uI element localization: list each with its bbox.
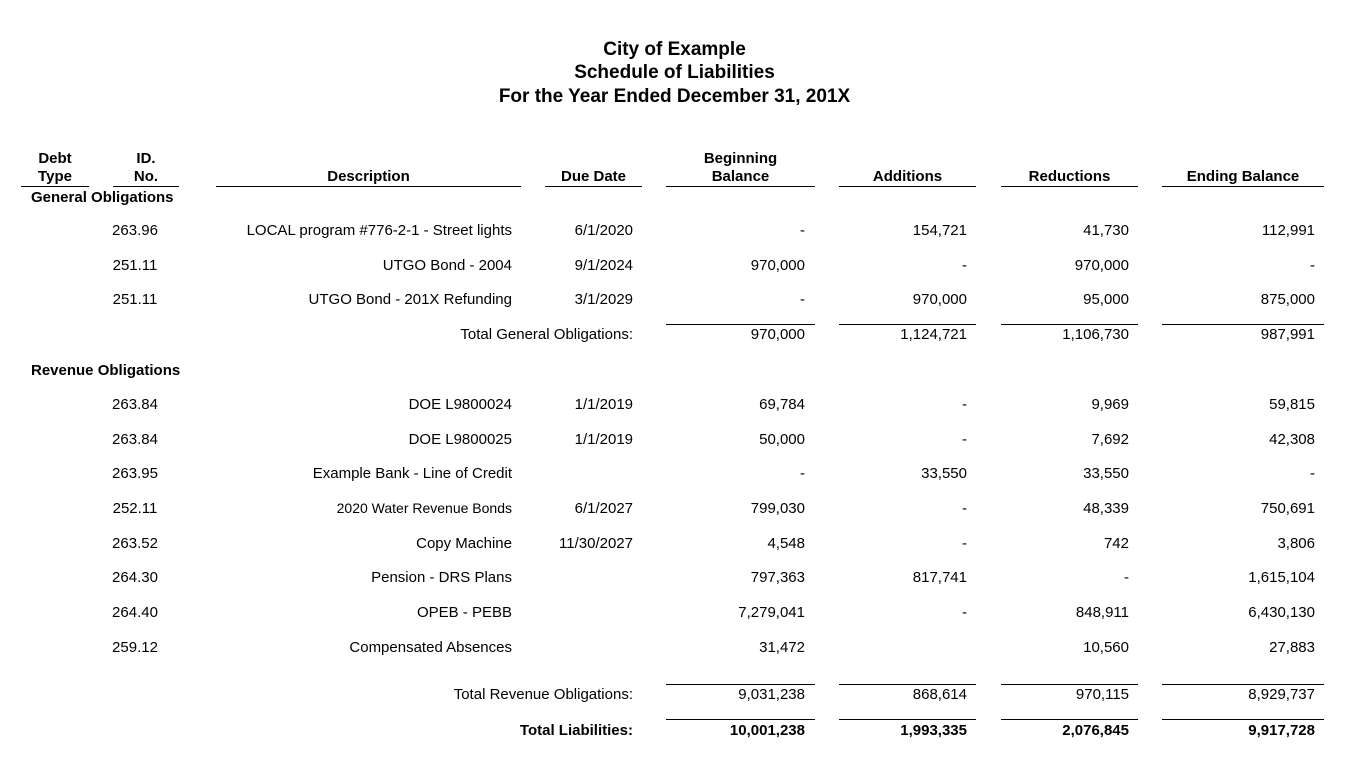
cell-beginning-balance: 970,000 [750,257,805,274]
cell-ending-balance: 6,430,130 [1248,604,1315,621]
cell-reductions: 95,000 [1083,291,1129,308]
col-header-beginning-balance [666,150,815,187]
cell-description: LOCAL program #776-2-1 - Street lights [246,222,512,239]
cell-id-no: 263.96 [112,222,158,239]
cell-reductions: 41,730 [1083,222,1129,239]
grand-total-rule [666,719,815,720]
cell-description: Copy Machine [416,535,512,552]
cell-due-date: 3/1/2029 [574,291,633,308]
cell-reductions: 7,692 [1091,431,1129,448]
cell-id-no: 263.95 [112,465,158,482]
cell-id-no: 251.11 [112,291,158,308]
total-revenue-label: Total Revenue Obligations: [453,686,633,703]
cell-description: Compensated Absences [349,639,512,656]
cell-reductions: 970,000 [1074,257,1129,274]
col-header-debt-type-line2: Type [38,168,72,185]
cell-description: DOE L9800024 [408,396,512,413]
subtotal-rule [1001,684,1138,685]
total-revenue-reductions: 970,115 [1075,686,1129,703]
cell-beginning-balance: - [800,291,805,308]
total-revenue-additions: 868,614 [912,686,967,703]
col-header-beginning-line2: Balance [711,168,770,185]
cell-description: UTGO Bond - 201X Refunding [308,291,512,308]
cell-ending-balance: 42,308 [1269,431,1315,448]
cell-beginning-balance: 797,363 [750,569,805,586]
grand-total-rule [1001,719,1138,720]
col-header-due-date: Due Date [545,168,642,187]
report-period: For the Year Ended December 31, 201X [498,86,851,107]
total-liabilities-label: Total Liabilities: [519,722,633,739]
cell-reductions: 48,339 [1083,500,1129,517]
cell-additions: - [962,257,967,274]
cell-reductions: - [1124,569,1129,586]
total-general-additions: 1,124,721 [900,326,967,343]
total-general-ending: 987,991 [1260,326,1315,343]
total-liabilities-reductions: 2,076,845 [1062,722,1129,739]
total-liabilities-ending: 9,917,728 [1248,722,1315,739]
cell-additions: - [962,431,967,448]
cell-ending-balance: 112,991 [1261,222,1315,239]
cell-beginning-balance: 50,000 [759,431,805,448]
cell-reductions: 9,969 [1091,396,1129,413]
cell-reductions: 10,560 [1083,639,1129,656]
cell-additions: - [962,535,967,552]
cell-additions: - [962,396,967,413]
cell-due-date: 9/1/2024 [574,257,633,274]
subtotal-rule [1162,324,1324,325]
cell-description: 2020 Water Revenue Bonds [336,500,512,516]
total-revenue-beginning: 9,031,238 [738,686,805,703]
cell-ending-balance: 1,615,104 [1248,569,1315,586]
cell-reductions: 742 [1103,535,1129,552]
cell-beginning-balance: - [800,222,805,239]
cell-ending-balance: 3,806 [1277,535,1315,552]
cell-ending-balance: 875,000 [1260,291,1315,308]
subtotal-rule [839,684,976,685]
col-header-debt-type [21,150,89,187]
cell-description: Example Bank - Line of Credit [312,465,512,482]
section-revenue-obligations: Revenue Obligations [31,362,181,379]
col-header-description: Description [216,168,521,187]
cell-beginning-balance: 799,030 [750,500,805,517]
cell-beginning-balance: 31,472 [759,639,805,656]
section-general-obligations: General Obligations [31,189,174,206]
col-header-additions: Additions [839,168,976,187]
cell-due-date: 1/1/2019 [574,396,633,413]
subtotal-rule [1001,324,1138,325]
cell-id-no: 263.84 [112,431,158,448]
cell-id-no: 264.40 [112,604,158,621]
cell-ending-balance: - [1310,465,1315,482]
cell-id-no: 259.12 [112,639,158,656]
grand-total-rule [839,719,976,720]
col-header-reductions: Reductions [1001,168,1138,187]
cell-description: UTGO Bond - 2004 [382,257,512,274]
cell-id-no: 251.11 [112,257,158,274]
cell-description: DOE L9800025 [408,431,512,448]
total-liabilities-additions: 1,993,335 [900,722,967,739]
cell-ending-balance: 59,815 [1269,396,1315,413]
cell-additions: 154,721 [912,222,967,239]
col-header-id-no-line1: ID. [136,150,156,167]
cell-description: OPEB - PEBB [416,604,512,621]
cell-beginning-balance: - [800,465,805,482]
cell-additions: - [962,604,967,621]
total-general-beginning: 970,000 [750,326,805,343]
cell-id-no: 264.30 [112,569,158,586]
grand-total-rule [1162,719,1324,720]
col-header-ending-balance: Ending Balance [1162,168,1324,187]
cell-beginning-balance: 4,548 [767,535,805,552]
subtotal-rule [1162,684,1324,685]
cell-additions: - [962,500,967,517]
cell-reductions: 33,550 [1083,465,1129,482]
total-general-label: Total General Obligations: [460,326,633,343]
col-header-beginning-line1: Beginning [703,150,778,167]
subtotal-rule [666,684,815,685]
cell-id-no: 252.11 [112,500,158,517]
cell-ending-balance: 27,883 [1269,639,1315,656]
cell-beginning-balance: 7,279,041 [738,604,805,621]
cell-due-date: 6/1/2027 [574,500,633,517]
cell-due-date: 1/1/2019 [574,431,633,448]
cell-additions: 33,550 [921,465,967,482]
total-liabilities-beginning: 10,001,238 [729,722,805,739]
total-revenue-ending: 8,929,737 [1248,686,1315,703]
cell-additions: 817,741 [912,569,967,586]
report-subtitle: Schedule of Liabilities [574,62,775,83]
cell-due-date: 11/30/2027 [559,535,633,552]
cell-ending-balance: 750,691 [1260,500,1315,517]
cell-id-no: 263.52 [112,535,158,552]
col-header-id-no [113,150,179,187]
col-header-id-no-line2: No. [133,168,159,185]
subtotal-rule [839,324,976,325]
total-general-reductions: 1,106,730 [1062,326,1129,343]
col-header-debt-type-line1: Debt [38,150,72,167]
report-title: City of Example [603,39,746,60]
cell-id-no: 263.84 [112,396,158,413]
cell-ending-balance: - [1310,257,1315,274]
cell-reductions: 848,911 [1075,604,1129,621]
cell-beginning-balance: 69,784 [759,396,805,413]
cell-due-date: 6/1/2020 [574,222,633,239]
subtotal-rule [666,324,815,325]
cell-additions: 970,000 [912,291,967,308]
cell-description: Pension - DRS Plans [371,569,512,586]
